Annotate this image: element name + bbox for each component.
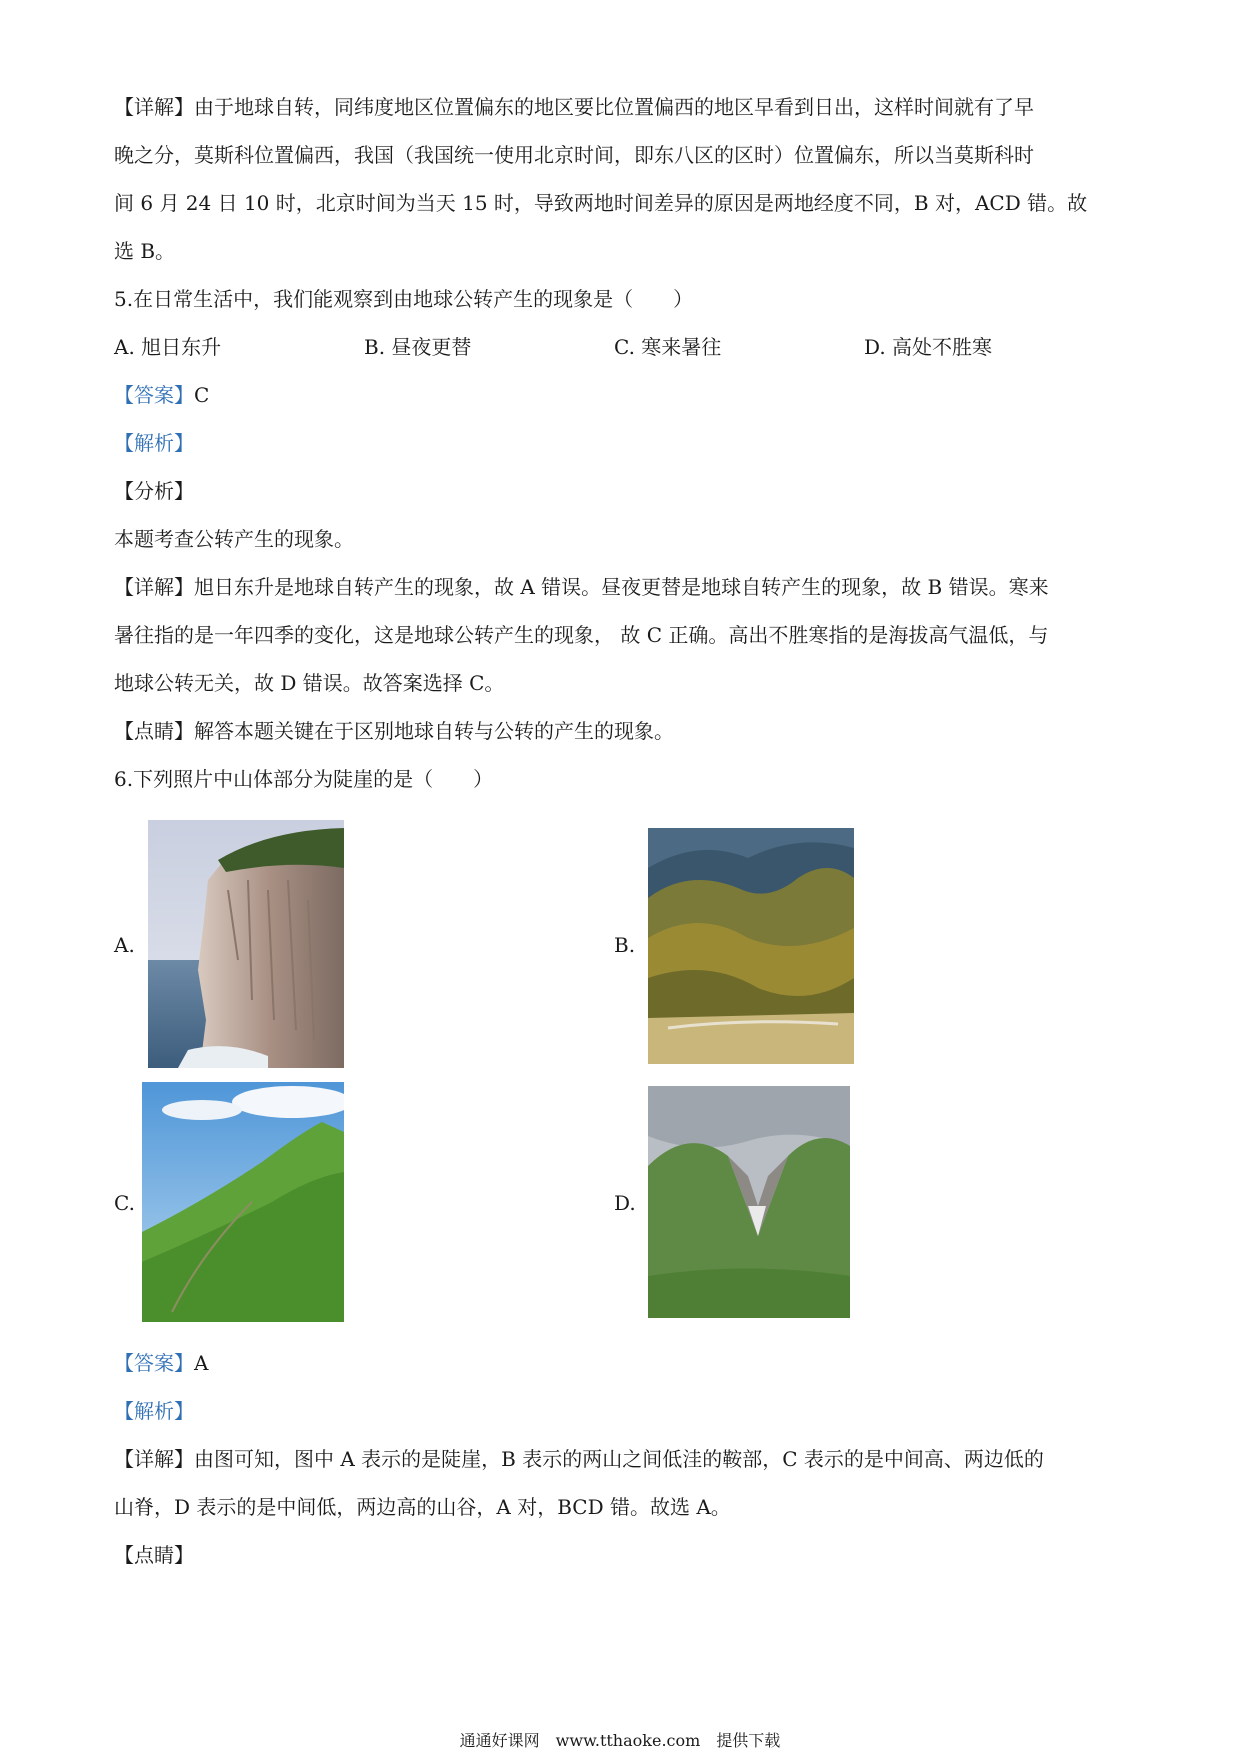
cliff-photo <box>148 820 344 1068</box>
q5-detail-line-2: 暑往指的是一年四季的变化，这是地球公转产生的现象， 故 C 正确。高出不胜寒指的是海拔高气温低，与 <box>114 623 1049 647</box>
detail-text: 由于地球自转，同纬度地区位置偏东的地区要比位置偏西的地区早看到日出，这样时间就有了早 <box>194 95 1034 119</box>
q5-dianjing <box>114 716 1134 746</box>
q5-detail-line-3: 地球公转无关，故 D 错误。故答案选择 C。 <box>114 671 505 695</box>
q5-fenxi-text: 本题考查公转产生的现象。 <box>114 527 354 551</box>
detail-text: 由图可知，图中 A 表示的是陡崖，B 表示的两山之间低洼的鞍部，C 表示的是中间高、两边低的 <box>194 1447 1044 1471</box>
valley-photo <box>648 1086 850 1318</box>
dianjing-text: 解答本题关键在于区别地球自转与公转的产生的现象。 <box>194 719 674 743</box>
answer-tag: 【答案】 <box>114 383 194 407</box>
q5-option-a: A. 旭日东升 <box>114 335 222 359</box>
detail-text: 旭日东升是地球自转产生的现象，故 A 错误。昼夜更替是地球自转产生的现象，故 B 错误。寒来 <box>194 575 1049 599</box>
q5-option-c: C. 寒来暑往 <box>614 335 722 359</box>
q6-label-a: A. <box>114 933 135 957</box>
ridge-photo <box>142 1082 344 1322</box>
q5-detail-line-1 <box>114 572 1134 602</box>
q5-fenxi-tag: 【分析】 <box>114 479 194 503</box>
detail-tag: 【详解】 <box>114 95 194 119</box>
q5-option-b: B. 昼夜更替 <box>364 335 472 359</box>
q6-answer <box>114 1348 1134 1378</box>
answer-value: C <box>194 383 210 407</box>
q5-analysis-tag: 【解析】 <box>114 431 194 455</box>
q6-detail-line-2: 山脊，D 表示的是中间低，两边高的山谷，A 对，BCD 错。故选 A。 <box>114 1495 731 1519</box>
q6-label-d: D. <box>614 1191 636 1215</box>
page-footer: 通通好课网 www.tthaoke.com 提供下载 <box>459 1731 781 1750</box>
q6-dianjing-tag: 【点睛】 <box>114 1543 194 1567</box>
answer-tag: 【答案】 <box>114 1351 194 1375</box>
prev-detail-line-1 <box>114 92 1134 122</box>
q6-label-b: B. <box>614 933 636 957</box>
q6-label-c: C. <box>114 1191 135 1215</box>
prev-detail-line-3: 间 6 月 24 日 10 时，北京时间为当天 15 时，导致两地时间差异的原因是两地经度不同，B 对，ACD 错。故 <box>114 191 1088 215</box>
q6-stem: 6.下列照片中山体部分为陡崖的是（ ） <box>114 767 494 791</box>
q6-analysis-tag: 【解析】 <box>114 1399 194 1423</box>
detail-tag: 【详解】 <box>114 575 194 599</box>
q5-answer <box>114 380 1134 410</box>
dianjing-tag: 【点睛】 <box>114 719 194 743</box>
q6-detail-line-1 <box>114 1444 1134 1474</box>
detail-tag: 【详解】 <box>114 1447 194 1471</box>
prev-detail-line-2: 晚之分，莫斯科位置偏西，我国（我国统一使用北京时间，即东八区的区时）位置偏东，所以当莫斯科时 <box>114 143 1034 167</box>
q5-stem: 5.在日常生活中，我们能观察到由地球公转产生的现象是（ ） <box>114 287 694 311</box>
prev-detail-line-4: 选 B。 <box>114 239 176 263</box>
saddle-photo <box>648 828 854 1064</box>
answer-value: A <box>194 1351 209 1375</box>
q5-option-d: D. 高处不胜寒 <box>864 335 993 359</box>
